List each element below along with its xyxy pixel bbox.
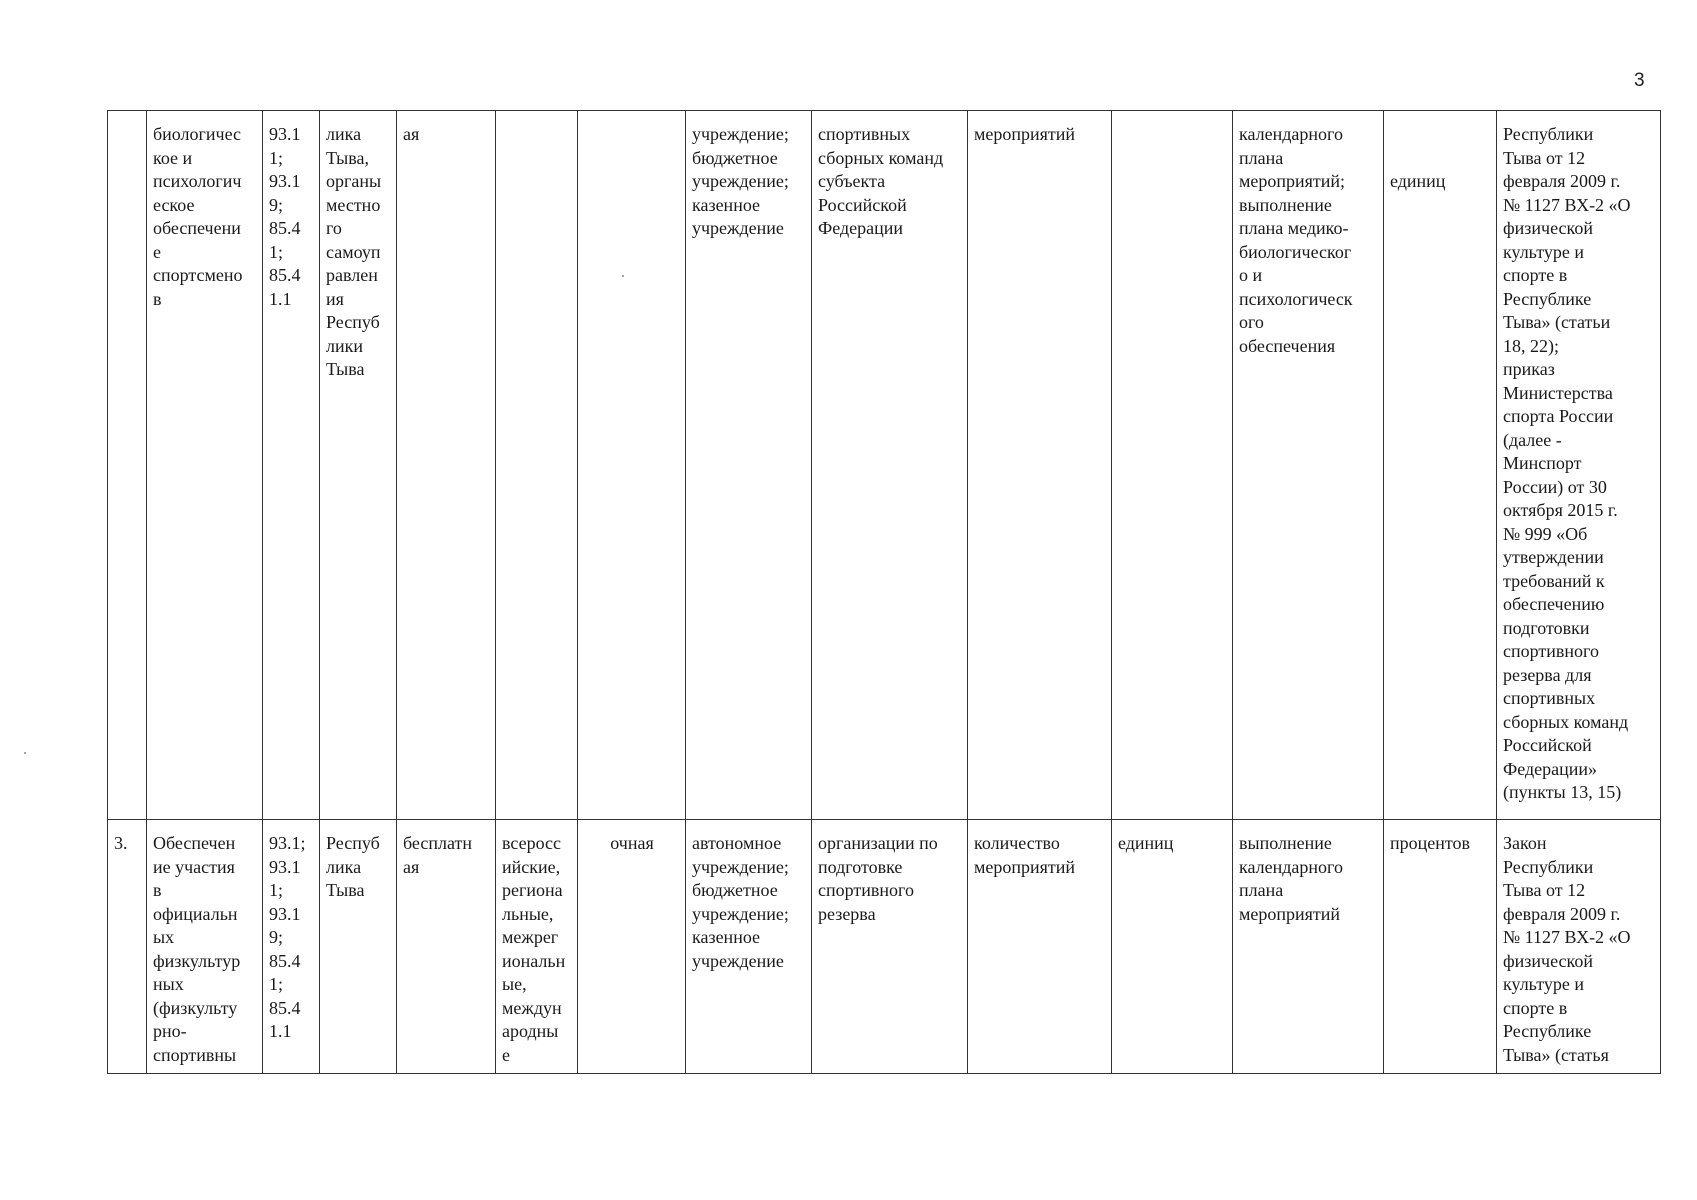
cell-form [578,111,686,820]
cell-payment: ая [397,111,496,820]
cell-volume-indicator: мероприятий [968,111,1112,820]
cell-quality-unit: процентов [1384,820,1497,1074]
cell-recipients: организации по подготовке спортивного резерва [812,820,968,1074]
page-number: 3 [1634,70,1645,91]
cell-service-name: Обеспечен ие участия в официальн ых физкультур ных (физкульту рно- спортивны [147,820,263,1074]
cell-quality-indicator: календарного плана мероприятий; выполнение плана медико- биологическог о и психологическ ого обеспечения [1233,111,1384,820]
cell-legal-basis: Закон Республики Тыва от 12 февраля 2009 г. № 1127 ВХ-2 «О физической культуре и спорте в Республике Тыва» (статья [1497,820,1661,1074]
cell-volume-unit [1112,111,1233,820]
cell-event-level: всеросс ийские, региона льные, межрег иональн ые, междун ародны е [496,820,578,1074]
scan-speck [24,752,26,754]
cell-form: очная [578,820,686,1074]
scan-speck [622,275,624,277]
cell-volume-unit: единиц [1112,820,1233,1074]
cell-institution-type: учреждение; бюджетное учреждение; казенное учреждение [686,111,812,820]
cell-okved-codes: 93.1 1; 93.1 9; 85.4 1; 85.4 1.1 [263,111,320,820]
cell-number: 3. [108,820,147,1074]
cell-volume-indicator: количество мероприятий [968,820,1112,1074]
cell-legal-basis: Республики Тыва от 12 февраля 2009 г. № 1127 ВХ-2 «О физической культуре и спорте в Республике Тыва» (статьи 18, 22); приказ Министерства спорта России (далее - Минспорт России) от 30 октября 2015 г. № 999 «Об утверждении требований к обеспечению подготовки спортивного резерва для спортивных сборных команд Российской Федерации» (пункты 13, 15) [1497,111,1661,820]
cell-territory: лика Тыва, органы местно го самоуп равлен ия Респуб лики Тыва [320,111,397,820]
cell-quality-indicator: выполнение календарного плана мероприятий [1233,820,1384,1074]
cell-event-level [496,111,578,820]
cell-number [108,111,147,820]
cell-service-name: биологичес кое и психологич еское обеспечени е спортсмено в [147,111,263,820]
cell-payment: бесплатн ая [397,820,496,1074]
cell-institution-type: автономное учреждение; бюджетное учреждение; казенное учреждение [686,820,812,1074]
table-row [108,111,1661,820]
cell-okved-codes: 93.1; 93.1 1; 93.1 9; 85.4 1; 85.4 1.1 [263,820,320,1074]
cell-quality-unit: единиц [1384,111,1497,820]
cell-recipients: спортивных сборных команд субъекта Российской Федерации [812,111,968,820]
table-row [108,820,1661,1074]
document-table [107,110,1661,1074]
cell-territory: Респуб лика Тыва [320,820,397,1074]
